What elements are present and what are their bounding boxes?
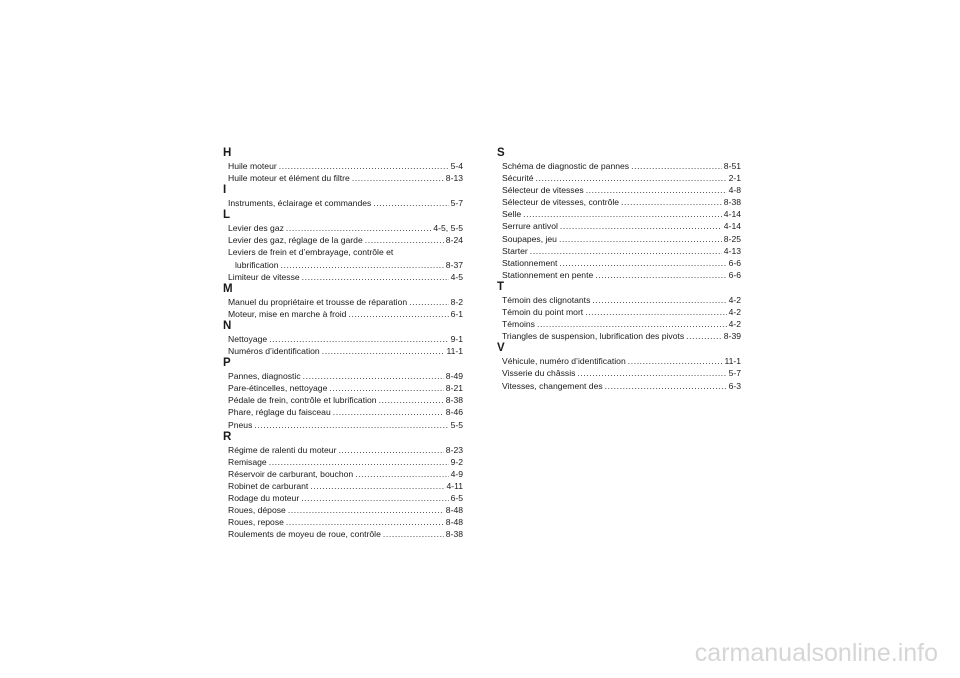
dot-leader: [333, 406, 444, 418]
entry-text: Phare, réglage du faisceau: [228, 407, 331, 418]
page-reference: 8-2: [450, 296, 463, 307]
section-letter: M: [223, 282, 233, 295]
index-entry: [223, 271, 463, 283]
dot-leader: [301, 492, 448, 504]
page-reference: 4-5, 5-5: [433, 223, 463, 234]
index-entry: [497, 172, 741, 184]
dot-leader: [523, 208, 722, 220]
page-reference: 4-9: [450, 468, 463, 479]
index-entry: [497, 160, 741, 172]
index-entry: [223, 296, 463, 308]
index-section: [497, 281, 741, 342]
entry-text: Roulements de moyeu de roue, contrôle: [228, 529, 381, 540]
page-reference: 6-5: [450, 492, 463, 503]
dot-leader: [269, 456, 449, 468]
page-reference: 8-48: [445, 517, 463, 528]
index-entry: [497, 196, 741, 208]
page-reference: 5-7: [450, 198, 463, 209]
dot-leader: [338, 444, 443, 456]
index-entry: [223, 480, 463, 492]
page-reference: 9-2: [450, 456, 463, 467]
index-entry: [223, 370, 463, 382]
entry-text: Schéma de diagnostic de pannes: [502, 161, 630, 171]
index-entry: [223, 345, 463, 357]
entry-text: Roues, dépose: [228, 505, 286, 516]
section-letter: T: [497, 280, 505, 293]
index-entry: [497, 355, 741, 367]
index-entry: [223, 234, 463, 246]
dot-leader: [537, 318, 727, 330]
page-reference: 4-5: [450, 271, 463, 282]
section-letter: R: [223, 430, 232, 443]
index-entry: [223, 468, 463, 480]
index-entry: [497, 269, 741, 281]
entry-text: Pédale de frein, contrôle et lubrification: [228, 395, 377, 406]
entry-text: Moteur, mise en marche à froid: [228, 308, 347, 319]
index-entry: [223, 308, 463, 320]
index-section: [223, 431, 463, 541]
index-entry: [223, 172, 463, 184]
page-reference: 5-4: [450, 161, 463, 171]
page-reference: 9-1: [450, 333, 463, 344]
index-entry: [223, 516, 463, 528]
dot-leader: [686, 330, 722, 342]
dot-leader: [269, 333, 448, 345]
dot-leader: [592, 294, 726, 306]
entry-text: Visserie du châssis: [502, 368, 576, 379]
entry-text: Nettoyage: [228, 333, 268, 344]
entry-text: Levier des gaz, réglage de la garde: [228, 235, 363, 246]
entry-text: Serrure antivol: [502, 221, 558, 232]
dot-leader: [280, 259, 443, 271]
index-entry: [497, 294, 741, 306]
entry-text: Roues, repose: [228, 517, 284, 528]
page-reference: 4-13: [723, 245, 741, 256]
section-letter: I: [223, 184, 227, 197]
index-entry: [223, 197, 463, 209]
index-column-right: [497, 147, 741, 392]
page-reference: 8-38: [445, 395, 463, 406]
entry-text: Témoin des clignotants: [502, 294, 591, 305]
entry-text: Pneus: [228, 419, 253, 430]
index-entry: [223, 222, 463, 234]
entry-text: Limiteur de vitesse: [228, 271, 300, 282]
entry-text: Numéros d’identification: [228, 346, 320, 357]
entry-text: Soupapes, jeu: [502, 233, 557, 244]
dot-leader: [530, 245, 722, 257]
entry-text: Sélecteur de vitesses: [502, 185, 584, 196]
dot-leader: [379, 394, 444, 406]
index-entry: [497, 306, 741, 318]
entry-text: Triangles de suspension, lubrification des pivots: [502, 331, 685, 342]
entry-text: Stationnement en pente: [502, 269, 594, 280]
page-reference: 8-51: [723, 161, 741, 171]
page-reference: 8-49: [445, 371, 463, 382]
page-reference: 6-6: [728, 257, 741, 268]
index-entry: [223, 492, 463, 504]
page-reference: 8-38: [723, 197, 741, 208]
dot-leader: [595, 269, 726, 281]
dot-leader: [302, 271, 449, 283]
page-reference: 8-25: [723, 233, 741, 244]
index-entry: [497, 318, 741, 330]
page-reference: 8-37: [445, 259, 463, 270]
dot-leader: [621, 196, 722, 208]
page-reference: 4-11: [446, 480, 463, 491]
page-reference: 4-2: [728, 307, 741, 318]
dot-leader: [348, 308, 448, 320]
page-reference: 4-2: [728, 319, 741, 330]
index-entry: [497, 245, 741, 257]
entry-text: Huile moteur et élément du filtre: [228, 173, 350, 184]
index-entry: [497, 233, 741, 245]
entry-text: Robinet de carburant: [228, 480, 309, 491]
entry-text: Témoins: [502, 319, 535, 330]
entry-text: Véhicule, numéro d’identification: [502, 356, 626, 367]
page-reference: 8-21: [445, 383, 463, 394]
entry-text: lubrification: [235, 259, 279, 270]
index-entry: [223, 382, 463, 394]
dot-leader: [409, 296, 448, 308]
entry-text: Instruments, éclairage et commandes: [228, 198, 372, 209]
index-entry: [223, 246, 463, 258]
index-entry: [223, 333, 463, 345]
section-letter: S: [497, 147, 505, 159]
entry-text: Selle: [502, 209, 522, 220]
dot-leader: [355, 468, 448, 480]
section-letter: H: [223, 147, 232, 159]
entry-text: Rodage du moteur: [228, 492, 300, 503]
index-entry: [223, 160, 463, 172]
page-reference: 11-1: [446, 346, 463, 357]
section-letter: L: [223, 209, 231, 222]
entry-text: Réservoir de carburant, bouchon: [228, 468, 354, 479]
page-reference: 6-6: [728, 269, 741, 280]
index-section: [497, 147, 741, 281]
page-reference: 4-2: [728, 294, 741, 305]
index-entry: [497, 367, 741, 379]
dot-leader: [577, 367, 726, 379]
dot-leader: [286, 222, 431, 234]
entry-text: Témoin du point mort: [502, 307, 584, 318]
index-column-left: [223, 147, 463, 540]
entry-text: Stationnement: [502, 257, 558, 268]
index-section: [497, 342, 741, 391]
index-section: [223, 147, 463, 184]
index-entry: [223, 444, 463, 456]
dot-leader: [628, 355, 723, 367]
index-section: [223, 283, 463, 320]
dot-leader: [585, 306, 726, 318]
entry-text: Pare-étincelles, nettoyage: [228, 383, 328, 394]
dot-leader: [322, 345, 445, 357]
dot-leader: [352, 172, 444, 184]
index-section: [223, 320, 463, 357]
entry-text: Starter: [502, 245, 528, 256]
index-section: [223, 209, 463, 282]
dot-leader: [560, 220, 722, 232]
page-reference: 8-23: [445, 444, 463, 455]
index-section: [223, 357, 463, 430]
page-reference: 6-3: [728, 380, 741, 391]
page-reference: 6-1: [450, 308, 463, 319]
dot-leader: [586, 184, 727, 196]
entry-text: Leviers de frein et d’embrayage, contrôle et: [228, 247, 394, 258]
dot-leader: [288, 504, 444, 516]
index-entry: [497, 208, 741, 220]
page-reference: 8-24: [445, 235, 463, 246]
entry-text: Huile moteur: [228, 161, 277, 171]
page-reference: 4-8: [728, 185, 741, 196]
entry-text: Sélecteur de vitesses, contrôle: [502, 197, 620, 208]
page-reference: 8-48: [445, 505, 463, 516]
dot-leader: [559, 257, 726, 269]
entry-text: Vitesses, changement des: [502, 380, 603, 391]
index-entry: [223, 406, 463, 418]
index-entry: [497, 330, 741, 342]
index-section: [223, 184, 463, 209]
entry-text: Manuel du propriétaire et trousse de réparation: [228, 296, 408, 307]
dot-leader: [631, 160, 722, 172]
dot-leader: [279, 160, 449, 172]
dot-leader: [605, 380, 727, 392]
index-entry: [497, 220, 741, 232]
entry-text: Régime de ralenti du moteur: [228, 444, 337, 455]
page-reference: 8-39: [723, 331, 741, 342]
index-entry: [223, 504, 463, 516]
page-reference: 8-38: [445, 529, 463, 540]
dot-leader: [383, 528, 444, 540]
page-reference: 11-1: [724, 356, 741, 367]
index-entry: [497, 257, 741, 269]
index-entry: [223, 456, 463, 468]
dot-leader: [559, 233, 722, 245]
index-entry: [223, 528, 463, 540]
page-reference: 4-14: [723, 209, 741, 220]
page-reference: 5-5: [450, 419, 463, 430]
dot-leader: [254, 419, 448, 431]
index-entry: [497, 380, 741, 392]
section-letter: N: [223, 319, 232, 332]
dot-leader: [365, 234, 444, 246]
dot-leader: [303, 370, 444, 382]
watermark-text: carmanualsonline.info: [694, 639, 938, 667]
dot-leader: [373, 197, 448, 209]
entry-text: Levier des gaz: [228, 223, 284, 234]
page-reference: 2-1: [728, 173, 741, 184]
index-entry: [223, 394, 463, 406]
section-letter: V: [497, 342, 505, 355]
index-entry: [497, 184, 741, 196]
index-entry: [223, 259, 463, 271]
index-entry: [223, 419, 463, 431]
dot-leader: [329, 382, 443, 394]
dot-leader: [310, 480, 444, 492]
page-reference: 8-13: [445, 173, 463, 184]
entry-text: Sécurité: [502, 173, 534, 184]
dot-leader: [286, 516, 444, 528]
page-reference: 8-46: [445, 407, 463, 418]
entry-text: Pannes, diagnostic: [228, 371, 301, 382]
dot-leader: [536, 172, 727, 184]
entry-text: Remisage: [228, 456, 267, 467]
page-reference: 4-14: [723, 221, 741, 232]
section-letter: P: [223, 357, 231, 370]
page-reference: 5-7: [728, 368, 741, 379]
